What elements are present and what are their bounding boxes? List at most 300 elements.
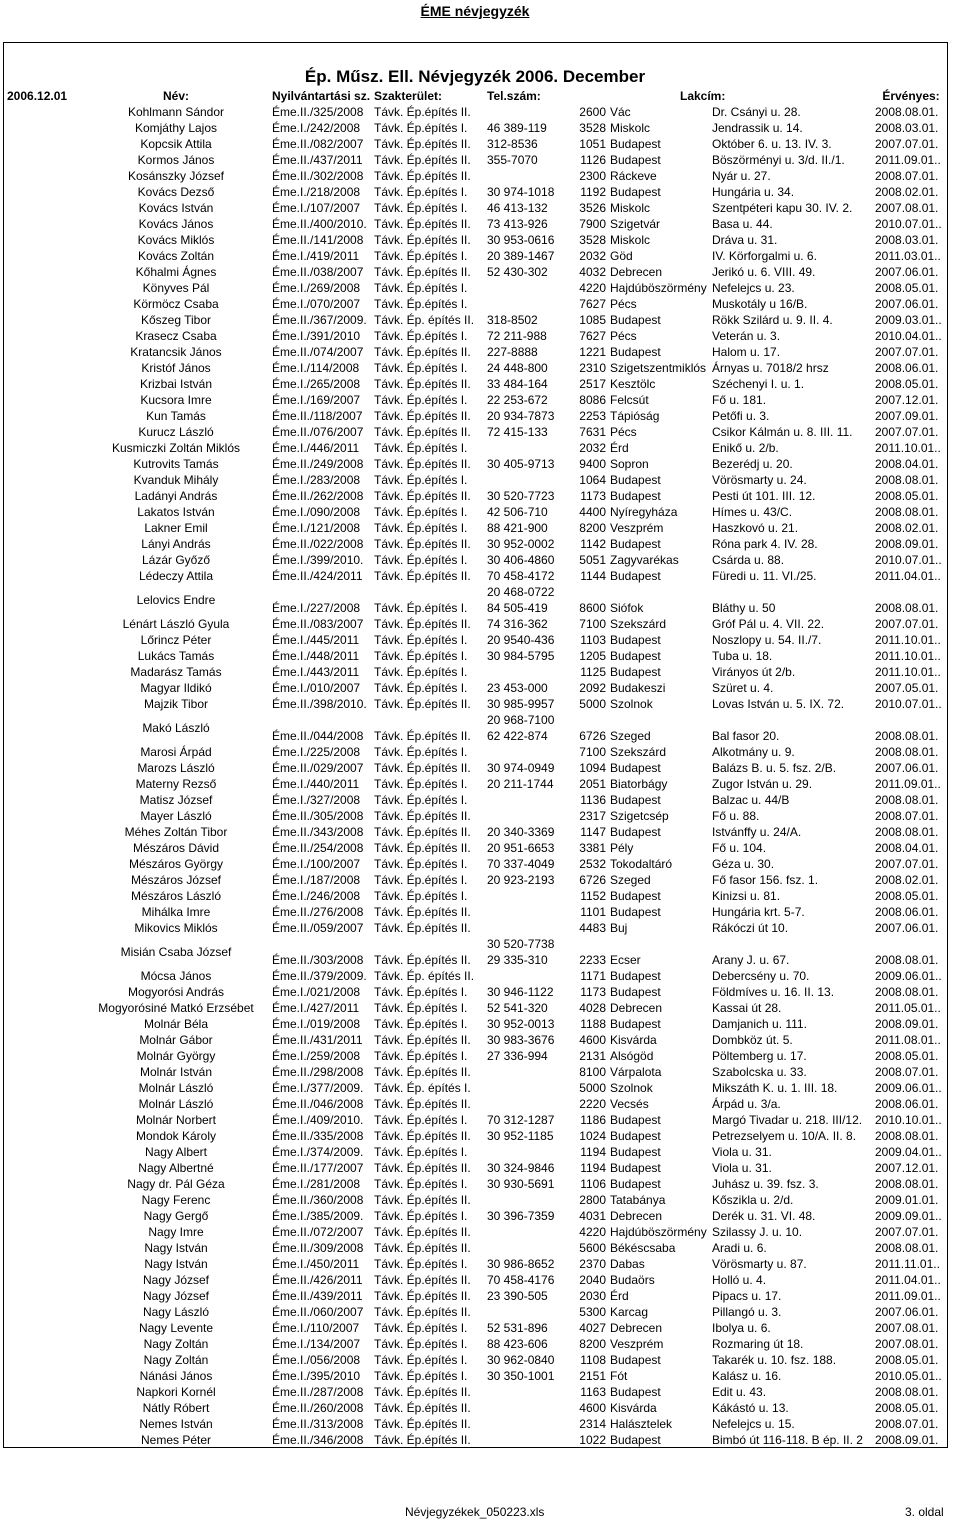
date-cell — [5, 1016, 82, 1032]
street-cell: Jendrassik u. 14. — [712, 121, 803, 135]
zip-cell: 2030 — [579, 1289, 606, 1303]
street-cell: Enikő u. 2/b. — [712, 441, 779, 455]
street-cell: Géza u. 30. — [712, 857, 775, 871]
valid-cell: 2008.08.01. — [875, 1241, 939, 1255]
field-cell: Távk. Ép.építés II. — [374, 169, 471, 183]
city-cell: Zagyvarékas — [610, 553, 679, 567]
table-row — [5, 984, 947, 1000]
zip-cell: 1142 — [580, 537, 606, 551]
name-cell: Mócsa János — [140, 969, 212, 983]
city-cell: Tatabánya — [610, 1193, 666, 1207]
phone-cell: 20 211-1744 — [487, 777, 554, 791]
valid-cell: 2008.07.01. — [875, 169, 939, 183]
street-cell: Edit u. 43. — [712, 1385, 767, 1399]
phone-cell: 20 9540-436 — [487, 633, 555, 647]
phone-cell: 30 324-9846 — [487, 1161, 555, 1175]
valid-cell: 2007.07.01. — [875, 137, 939, 151]
phone-cell: 88 421-900 — [487, 521, 548, 535]
zip-cell: 1192 — [580, 185, 606, 199]
street-cell: Kákástó u. 13. — [712, 1401, 789, 1415]
zip-cell: 6726 — [579, 873, 606, 887]
city-cell: Biatorbágy — [610, 777, 668, 791]
city-cell: Érd — [610, 1289, 629, 1303]
registration-cell: Éme.I./169/2007 — [272, 393, 361, 407]
valid-cell: 2008.09.01. — [875, 537, 939, 551]
valid-cell: 2011.10.01.. — [875, 633, 941, 647]
name-cell: Kovács Miklós — [137, 233, 215, 247]
table-row — [5, 1240, 947, 1256]
field-cell: Távk. Ép.építés II. — [374, 569, 471, 583]
date-cell — [5, 616, 82, 632]
registration-cell: Éme.I./445/2011 — [272, 633, 360, 647]
name-cell: Molnár György — [136, 1049, 216, 1063]
street-cell: Mikszáth K. u. 1. III. 18. — [712, 1081, 838, 1095]
zip-cell: 4032 — [579, 265, 606, 279]
name-cell: Nagy Zoltán — [143, 1337, 209, 1351]
name-cell: Könyves Pál — [142, 281, 210, 295]
zip-cell: 2220 — [579, 1097, 606, 1111]
date-cell — [5, 1192, 82, 1208]
table-row — [5, 584, 947, 616]
field-cell: Távk. Ép.építés I. — [374, 1177, 468, 1191]
registration-cell: Éme.II./029/2007 — [272, 761, 364, 775]
field-cell: Távk. Ép.építés I. — [374, 329, 468, 343]
street-cell: Debercsény u. 70. — [712, 969, 810, 983]
valid-cell: 2008.05.01. — [875, 889, 939, 903]
table-row — [5, 1208, 947, 1224]
table-row — [5, 744, 947, 760]
date-cell — [5, 824, 82, 840]
phone-cell: 72 415-133 — [487, 425, 548, 439]
name-cell: Kovács István — [138, 201, 214, 215]
table-row — [5, 1224, 947, 1240]
phone-cell: 27 336-994 — [487, 1049, 548, 1063]
valid-cell: 2009.06.01.. — [875, 1081, 942, 1095]
registration-cell: Éme.I./440/2011 — [272, 777, 360, 791]
city-cell: Budapest — [610, 985, 661, 999]
valid-cell: 2008.08.01. — [875, 105, 939, 119]
registration-cell: Éme.II./437/2011 — [272, 153, 363, 167]
date-cell — [5, 888, 82, 904]
name-cell: Komjáthy Lajos — [134, 121, 218, 135]
date-cell — [5, 104, 82, 120]
registration-cell: Éme.I./242/2008 — [272, 121, 361, 135]
table-row — [5, 456, 947, 472]
table-row — [5, 344, 947, 360]
city-cell: Debrecen — [610, 265, 663, 279]
name-cell: Nagy Albert — [144, 1145, 208, 1159]
valid-cell: 2007.06.01. — [875, 761, 939, 775]
date-cell — [5, 456, 82, 472]
phone-cell: 46 389-119 — [487, 121, 547, 135]
date-cell — [5, 296, 82, 312]
registration-cell: Éme.I./121/2008 — [272, 521, 361, 535]
phone-cell — [485, 1416, 575, 1432]
date-cell — [5, 568, 82, 584]
name-cell: Lázár Győző — [141, 553, 211, 567]
registration-cell: Éme.II./177/2007 — [272, 1161, 364, 1175]
field-cell: Távk. Ép.építés I. — [374, 393, 468, 407]
phone-cell: 46 413-132 — [487, 201, 548, 215]
street-cell: Kőszikla u. 2/d. — [712, 1193, 794, 1207]
street-cell: Árnyas u. 7018/2 hrsz — [712, 361, 829, 375]
street-cell: Gróf Pál u. 4. VII. 22. — [712, 617, 825, 631]
date-cell — [5, 1256, 82, 1272]
registration-cell: Éme.II./022/2008 — [272, 537, 364, 551]
zip-cell: 4031 — [579, 1209, 606, 1223]
valid-cell: 2008.08.01. — [875, 953, 939, 967]
header-phone: Tel.szám: — [487, 89, 541, 103]
field-cell: Távk. Ép.építés I. — [374, 1257, 468, 1271]
registration-cell: Éme.II./118/2007 — [272, 409, 363, 423]
street-cell: Petrezselyem u. 10/A. II. 8. — [712, 1129, 857, 1143]
city-cell: Pécs — [610, 329, 637, 343]
registration-cell: Éme.I./450/2011 — [272, 1257, 360, 1271]
registration-cell: Éme.II./083/2007 — [272, 617, 364, 631]
table-row — [5, 648, 947, 664]
valid-cell: 2008.02.01. — [875, 873, 939, 887]
registration-cell: Éme.II./305/2008 — [272, 809, 364, 823]
city-cell: Budapest — [610, 1017, 661, 1031]
table-row — [5, 440, 947, 456]
registration-cell: Éme.II./379/2009. — [272, 969, 367, 983]
table-row — [5, 856, 947, 872]
street-cell: Csárda u. 88. — [712, 553, 785, 567]
table-row — [5, 104, 947, 120]
valid-cell: 2011.03.01.. — [875, 249, 941, 263]
valid-cell: 2008.08.01. — [875, 745, 939, 759]
table-row — [5, 504, 947, 520]
city-cell: Halásztelek — [610, 1417, 673, 1431]
valid-cell: 2009.04.01.. — [875, 1145, 942, 1159]
street-cell: Balzac u. 44/B — [712, 793, 790, 807]
valid-cell: 2008.08.01. — [875, 601, 939, 615]
zip-cell: 7627 — [579, 297, 606, 311]
name-cell: Nagy Zoltán — [143, 1353, 209, 1367]
date-cell — [5, 600, 82, 616]
street-cell: Szüret u. 4. — [712, 681, 774, 695]
city-cell: Budapest — [610, 1433, 661, 1447]
field-cell: Távk. Ép.építés II. — [374, 1241, 471, 1255]
table-row — [5, 1032, 947, 1048]
zip-cell: 4400 — [579, 505, 606, 519]
zip-cell: 2310 — [579, 361, 606, 375]
phone-cell: 30 406-4860 — [487, 553, 555, 567]
phone-cell: 73 413-926 — [487, 217, 548, 231]
city-cell: Budapest — [610, 569, 661, 583]
field-cell: Távk. Ép. építés I. — [374, 1081, 471, 1095]
field-cell: Távk. Ép.építés I. — [374, 505, 468, 519]
date-cell — [5, 344, 82, 360]
city-cell: Szolnok — [610, 1081, 653, 1095]
field-cell: Távk. Ép.építés II. — [374, 153, 471, 167]
field-cell: Távk. Ép.építés II. — [374, 825, 471, 839]
name-cell: Makó László — [142, 721, 210, 735]
date-cell — [5, 1160, 82, 1176]
registration-cell: Éme.II./254/2008 — [272, 841, 364, 855]
city-cell: Göd — [610, 249, 633, 263]
name-cell: Nagy Imre — [148, 1225, 204, 1239]
field-cell: Távk. Ép.építés II. — [374, 1417, 471, 1431]
name-cell: Mészáros László — [130, 889, 222, 903]
date-cell — [5, 232, 82, 248]
date-cell — [5, 632, 82, 648]
registration-cell: Éme.I./110/2007 — [272, 1321, 360, 1335]
street-cell: Haszkovó u. 21. — [712, 521, 799, 535]
valid-cell: 2008.03.01. — [875, 121, 939, 135]
zip-cell: 1173 — [580, 489, 606, 503]
valid-cell: 2007.08.01. — [875, 1321, 939, 1335]
date-cell — [5, 776, 82, 792]
name-cell: Mondok Károly — [135, 1129, 217, 1143]
name-cell: Lénárt László Gyula — [122, 617, 230, 631]
street-cell: Füredi u. 11. VI./25. — [712, 569, 817, 583]
city-cell: Budapest — [610, 1129, 661, 1143]
zip-cell: 1108 — [580, 1353, 606, 1367]
date-cell — [5, 552, 82, 568]
name-cell: Kosánszky József — [127, 169, 225, 183]
date-cell — [5, 872, 82, 888]
registration-cell: Éme.II./076/2007 — [272, 425, 364, 439]
city-cell: Vác — [610, 105, 631, 119]
valid-cell: 2008.05.01. — [875, 1401, 939, 1415]
street-cell: Viola u. 31. — [712, 1145, 772, 1159]
field-cell: Távk. Ép.építés I. — [374, 1369, 468, 1383]
date-cell — [5, 520, 82, 536]
street-cell: Dr. Csányi u. 28. — [712, 105, 801, 119]
street-cell: Ibolya u. 6. — [712, 1321, 771, 1335]
name-cell: Ladányi András — [134, 489, 218, 503]
name-cell: Molnár László — [138, 1097, 214, 1111]
table-row — [5, 264, 947, 280]
date-cell — [5, 696, 82, 712]
footer-page-number: 3. oldal — [905, 1505, 944, 1519]
name-cell: Nagy Albertné — [138, 1161, 214, 1175]
city-cell: Hajdúböszörmény — [610, 281, 707, 295]
field-cell: Távk. Ép.építés II. — [374, 953, 471, 967]
field-cell: Távk. Ép.építés II. — [374, 617, 471, 631]
field-cell: Távk. Ép.építés II. — [374, 1097, 471, 1111]
zip-cell: 1205 — [579, 649, 606, 663]
city-cell: Budapest — [610, 153, 661, 167]
date-cell — [5, 1064, 82, 1080]
table-row — [5, 616, 947, 632]
street-cell: Pöltemberg u. 17. — [712, 1049, 807, 1063]
field-cell: Távk. Ép.építés II. — [374, 1401, 471, 1415]
phone-cell: 30 396-7359 — [487, 1209, 555, 1223]
zip-cell: 8200 — [579, 1337, 606, 1351]
table-row — [5, 904, 947, 920]
phone-cell: 30 952-0013 — [487, 1017, 555, 1031]
city-cell: Buj — [610, 921, 628, 935]
field-cell: Távk. Ép.építés I. — [374, 1337, 468, 1351]
date-cell — [5, 1240, 82, 1256]
registration-cell: Éme.II./260/2008 — [272, 1401, 364, 1415]
zip-cell: 1144 — [580, 569, 606, 583]
street-cell: Szilassy J. u. 10. — [712, 1225, 803, 1239]
valid-cell: 2011.10.01.. — [875, 649, 941, 663]
table-row — [5, 1320, 947, 1336]
name-cell: Kurucz László — [138, 425, 214, 439]
table-row — [5, 1352, 947, 1368]
valid-cell: 2008.09.01. — [875, 1017, 939, 1031]
field-cell: Távk. Ép.építés II. — [374, 1161, 471, 1175]
valid-cell: 2008.08.01. — [875, 1177, 939, 1191]
valid-cell: 2011.11.01.. — [875, 1257, 940, 1271]
name-cell: Misián Csaba József — [120, 945, 232, 959]
zip-cell: 9400 — [579, 457, 606, 471]
zip-cell: 4600 — [579, 1401, 606, 1415]
valid-cell: 2007.12.01. — [875, 393, 939, 407]
phone-cell: 20 923-2193 — [487, 873, 555, 887]
name-cell: Lányi András — [141, 537, 211, 551]
header-address: Lakcím: — [680, 89, 726, 103]
date-cell — [5, 536, 82, 552]
registration-cell: Éme.I./391/2010 — [272, 329, 361, 343]
city-cell: Kesztölc — [610, 377, 656, 391]
zip-cell: 4220 — [579, 281, 606, 295]
city-cell: Budapest — [610, 649, 661, 663]
field-cell: Távk. Ép.építés II. — [374, 1129, 471, 1143]
name-cell: Nagy József — [142, 1273, 210, 1287]
street-cell: Böszörményi u. 3/d. II./1. — [712, 153, 845, 167]
zip-cell: 1125 — [580, 665, 606, 679]
phone-cell — [485, 664, 575, 680]
street-cell: Róna park 4. IV. 28. — [712, 537, 818, 551]
date-cell — [5, 1144, 82, 1160]
table-row — [5, 696, 947, 712]
valid-cell: 2008.05.01. — [875, 489, 939, 503]
field-cell: Távk. Ép.építés I. — [374, 649, 468, 663]
city-cell: Miskolc — [610, 121, 651, 135]
registration-cell: Éme.I./021/2008 — [272, 985, 361, 999]
name-cell: Kőhalmi Ágnes — [135, 265, 217, 279]
field-cell: Távk. Ép.építés II. — [374, 1433, 471, 1447]
date-cell — [5, 1432, 82, 1448]
registration-cell: Éme.II./400/2010. — [272, 217, 367, 231]
field-cell: Távk. Ép.építés II. — [374, 409, 471, 423]
table-row — [5, 1048, 947, 1064]
registration-cell: Éme.I./283/2008 — [272, 473, 361, 487]
phone-cell — [485, 888, 575, 904]
phone-cell: 24 448-800 — [487, 361, 548, 375]
name-cell: Nánási János — [139, 1369, 213, 1383]
date-cell — [5, 1048, 82, 1064]
field-cell: Távk. Ép.építés I. — [374, 793, 468, 807]
field-cell: Távk. Ép.építés II. — [374, 1305, 471, 1319]
field-cell: Távk. Ép.építés II. — [374, 761, 471, 775]
valid-cell: 2007.06.01. — [875, 297, 939, 311]
valid-cell: 2008.09.01. — [875, 1433, 939, 1447]
date-cell — [5, 1336, 82, 1352]
field-cell: Távk. Ép.építés I. — [374, 777, 468, 791]
zip-cell: 1103 — [580, 633, 606, 647]
valid-cell: 2008.03.01. — [875, 233, 939, 247]
city-cell: Békéscsaba — [610, 1241, 676, 1255]
phone-cell: 30 930-5691 — [487, 1177, 555, 1191]
street-cell: Damjanich u. 111. — [712, 1017, 807, 1031]
date-cell — [5, 968, 82, 984]
footer-filename: Névjegyzékek_050223.xls — [405, 1505, 545, 1519]
zip-cell: 5051 — [579, 553, 606, 567]
date-cell — [5, 840, 82, 856]
valid-cell: 2008.04.01. — [875, 841, 939, 855]
table-row — [5, 568, 947, 584]
name-cell: Lakatos István — [137, 505, 215, 519]
zip-cell: 5600 — [579, 1241, 606, 1255]
registration-cell: Éme.II./044/2008 — [272, 729, 364, 743]
registration-cell: Éme.I./269/2008 — [272, 281, 361, 295]
street-cell: Virányos út 2/b. — [712, 665, 796, 679]
registration-cell: Éme.I./107/2007 — [272, 201, 361, 215]
table-row — [5, 168, 947, 184]
city-cell: Ecser — [610, 953, 641, 967]
street-cell: Csikor Kálmán u. 8. III. 11. — [712, 425, 853, 439]
city-cell: Szeged — [610, 873, 651, 887]
field-cell: Távk. Ép.építés II. — [374, 105, 471, 119]
phone-cell: 30 984-5795 — [487, 649, 555, 663]
phone-cell: 318-8502 — [487, 313, 538, 327]
valid-cell: 2007.09.01. — [875, 409, 939, 423]
date-cell — [5, 152, 82, 168]
phone-cell: 88 423-606 — [487, 1337, 548, 1351]
zip-cell: 1186 — [580, 1113, 606, 1127]
zip-cell: 5000 — [579, 1081, 606, 1095]
street-cell: Rozmaring út 18. — [712, 1337, 804, 1351]
zip-cell: 2532 — [579, 857, 606, 871]
date-cell — [5, 808, 82, 824]
registration-cell: Éme.II./346/2008 — [272, 1433, 364, 1447]
phone-cell: 70 458-4176 — [487, 1273, 555, 1287]
zip-cell: 2151 — [579, 1369, 606, 1383]
name-cell: Molnár Norbert — [135, 1113, 217, 1127]
street-cell: Vörösmarty u. 87. — [712, 1257, 807, 1271]
phone-cell — [485, 1192, 575, 1208]
table-row — [5, 1288, 947, 1304]
phone-cell: 312-8536 — [487, 137, 538, 151]
city-cell: Fót — [610, 1369, 628, 1383]
registration-cell: Éme.II./424/2011 — [272, 569, 363, 583]
registration-cell: Éme.I./327/2008 — [272, 793, 361, 807]
zip-cell: 1163 — [580, 1385, 606, 1399]
street-cell: Árpád u. 3/a. — [712, 1097, 781, 1111]
table-row — [5, 296, 947, 312]
street-cell: Szabolcska u. 33. — [712, 1065, 807, 1079]
name-cell: Kusmiczki Zoltán Miklós — [111, 441, 241, 455]
table-row — [5, 808, 947, 824]
phone-cell — [485, 904, 575, 920]
field-cell: Távk. Ép.építés I. — [374, 745, 468, 759]
table-row — [5, 200, 947, 216]
registration-cell: Éme.I./427/2011 — [272, 1001, 360, 1015]
field-cell: Távk. Ép.építés II. — [374, 921, 471, 935]
phone-cell: 23 453-000 — [487, 681, 548, 695]
date-cell — [5, 984, 82, 1000]
table-row — [5, 488, 947, 504]
phone-cell — [485, 1096, 575, 1112]
city-cell: Miskolc — [610, 201, 651, 215]
city-cell: Budapest — [610, 1177, 661, 1191]
phone-cell — [485, 808, 575, 824]
street-cell: Alkotmány u. 9. — [712, 745, 795, 759]
phone-cell — [485, 792, 575, 808]
zip-cell: 1126 — [580, 153, 606, 167]
registration-cell: Éme.II./303/2008 — [272, 953, 364, 967]
zip-cell: 1024 — [579, 1129, 606, 1143]
field-cell: Távk. Ép.építés I. — [374, 281, 468, 295]
city-cell: Dabas — [610, 1257, 645, 1271]
table-row — [5, 1384, 947, 1400]
